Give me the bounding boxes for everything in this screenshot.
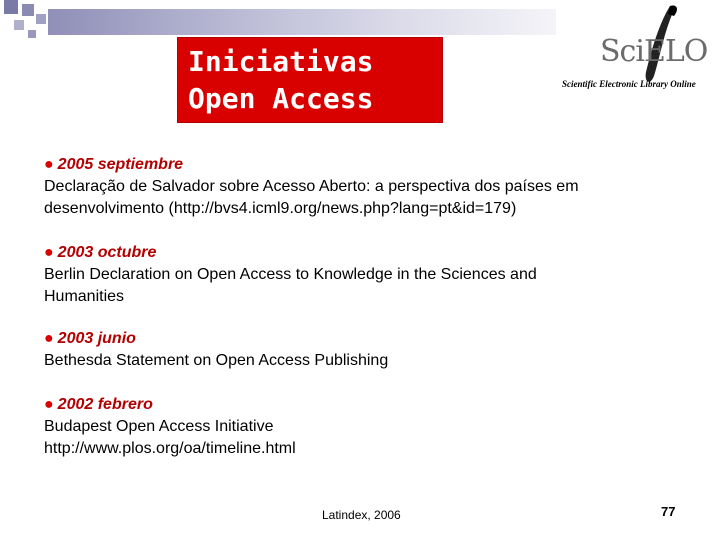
scielo-logo (560, 2, 720, 102)
item-date-text: 2003 octubre (57, 244, 157, 261)
item-text: Budapest Open Access Initiative http://www.plos.org/oa/timeline.html (44, 418, 296, 457)
item-text: Declaração de Salvador sobre Acesso Aberto: a perspectiva dos países em desenvolvimento (http://bvs4.icml9.org/news.php?lang=pt&id=179) (44, 178, 579, 217)
item-date (44, 242, 537, 264)
item-date-text: 2002 febrero (57, 396, 153, 413)
footer-text: Latindex, 2006 (322, 508, 401, 522)
item-date-text: 2003 junio (57, 330, 136, 347)
bullet-icon: ● (44, 330, 54, 347)
scielo-logo-subtitle: Scientific Electronic Library Online (562, 79, 696, 89)
bullet-icon: ● (44, 396, 54, 413)
scielo-logo-text: SciELO (600, 34, 708, 69)
slide-title-line-2: Open Access (188, 82, 374, 115)
header-gradient-bar (48, 9, 556, 35)
list-item (44, 154, 579, 220)
item-date (44, 394, 296, 416)
slide-title-line-1: Iniciativas (188, 45, 374, 78)
item-date (44, 328, 388, 350)
list-item (44, 242, 537, 308)
list-item (44, 328, 388, 372)
bullet-icon: ● (44, 156, 54, 173)
slide-title-box (178, 38, 442, 122)
item-text: Berlin Declaration on Open Access to Knowledge in the Sciences and Humanities (44, 266, 537, 305)
item-date (44, 154, 579, 176)
page-number: 77 (661, 504, 676, 519)
bullet-icon: ● (44, 244, 54, 261)
item-text: Bethesda Statement on Open Access Publishing (44, 352, 389, 369)
item-date-text: 2005 septiembre (57, 156, 184, 173)
list-item (44, 394, 296, 460)
